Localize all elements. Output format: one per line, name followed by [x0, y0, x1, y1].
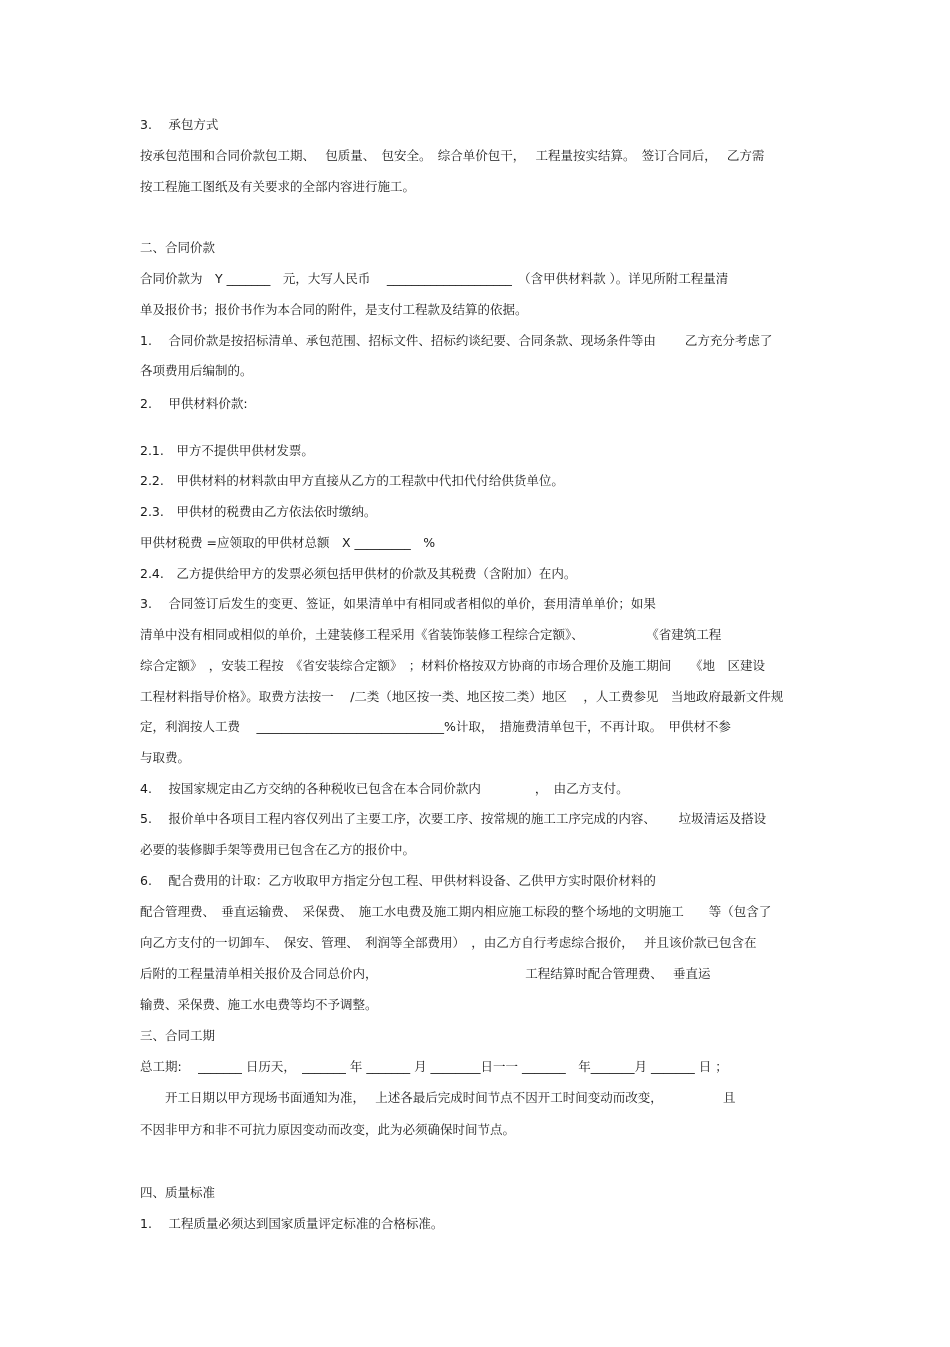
start-date-line-1: 开工日期以甲方现场书面通知为准， 上述各最后完成时间节点不因开工时间变动而改变， 且	[140, 1090, 736, 1105]
section-3-heading: 三、合同工期	[140, 1028, 216, 1043]
quality-item-1: 1. 工程质量必须达到国家质量评定标准的合格标准。	[140, 1216, 444, 1231]
tax-formula: 甲供材税费 =应领取的甲供材总额 X _________ %	[140, 535, 436, 550]
price-item-3-line-1: 3. 合同签订后发生的变更、签证，如果清单中有相同或者相似的单价，套用清单单价；如果	[140, 596, 656, 611]
price-item-2-1: 2.1. 甲方不提供甲供材发票。	[140, 443, 314, 458]
price-item-2-3: 2.3. 甲供材的税费由乙方依法依时缴纳。	[140, 504, 377, 519]
section-2-heading: 二、合同价款	[140, 240, 216, 255]
price-item-6-line-3: 向乙方支付的一切卸车、 保安、管理、 利润等全部费用） ，由乙方自行考虑综合报价， 并且该价款已包含在	[140, 935, 757, 950]
price-item-5-line-2: 必要的装修脚手架等费用已包含在乙方的报价中。	[140, 842, 416, 857]
contract-price-line-2: 单及报价书；报价书作为本合同的附件，是支付工程款及结算的依据。	[140, 302, 528, 317]
section-4-heading: 四、质量标准	[140, 1185, 216, 1200]
price-item-2-heading: 2. 甲供材料价款:	[140, 396, 248, 411]
price-item-3-line-5: 定，利润按人工费 ______________________________%计取， 措施费清单包干，不再计取。 甲供材不参	[140, 719, 731, 734]
price-item-4: 4. 按国家规定由乙方交纳的各种税收已包含在本合同价款内 ， 由乙方支付。	[140, 781, 629, 796]
price-item-2-2: 2.2. 甲供材料的材料款由甲方直接从乙方的工程款中代扣代付给供货单位。	[140, 473, 564, 488]
start-date-line-2: 不因非甲方和非不可抗力原因变动而改变，此为必须确保时间节点。	[140, 1122, 516, 1137]
clause-3-text-1: 按承包范围和合同价款包工期、 包质量、 包安全。 综合单价包干， 工程量按实结算。 签订合同后， 乙方需	[140, 148, 765, 163]
price-item-2-4: 2.4. 乙方提供给甲方的发票必须包括甲供材的价款及其税费（含附加）在内。	[140, 566, 577, 581]
clause-3-text-2: 按工程施工图纸及有关要求的全部内容进行施工。	[140, 179, 416, 194]
price-item-6-line-2: 配合管理费、 垂直运输费、 采保费、 施工水电费及施工期内相应施工标段的整个场地的文明施工 等（包含了	[140, 904, 772, 919]
price-item-1-line-1: 1. 合同价款是按招标清单、承包范围、招标文件、招标约谈纪要、合同条款、现场条件等由 乙方充分考虑了	[140, 333, 773, 348]
price-item-6-line-5: 输费、采保费、施工水电费等均不予调整。	[140, 997, 378, 1012]
price-item-5-line-1: 5. 报价单中各项目工程内容仅列出了主要工序，次要工序、按常规的施工工序完成的内容、 垃圾清运及搭设	[140, 811, 767, 826]
price-item-6-line-1: 6. 配合费用的计取：乙方收取甲方指定分包工程、甲供材料设备、乙供甲方实时限价材料的	[140, 873, 656, 888]
price-item-6-line-4: 后附的工程量清单相关报价及合同总价内， 工程结算时配合管理费、 垂直运	[140, 966, 711, 981]
total-period-line: 总工期: _______ 日历天， _______ 年 _______ 月 ________日一一 _______ 年_______月 _______ 日 ；	[140, 1059, 728, 1074]
contract-price-line-1: 合同价款为 Y _______ 元，大写人民币 ____________________ （含甲供材料款 ）。详见所附工程量清	[140, 271, 729, 286]
price-item-3-line-3: 综合定额》 ，安装工程按 《省安装综合定额》 ；材料价格按双方协商的市场合理价及施工期间 《地 区建设	[140, 658, 766, 673]
price-item-3-line-4: 工程材料指导价格》。取费方法按一 /二类（地区按一类、地区按二类）地区 ，人工费参见 当地政府最新文件规	[140, 689, 784, 704]
price-item-1-line-2: 各项费用后编制的。	[140, 363, 253, 378]
price-item-3-line-2: 清单中没有相同或相似的单价，土建装修工程采用《省装饰装修工程综合定额》、 《省建筑工程	[140, 627, 722, 642]
clause-3-heading: 3. 承包方式	[140, 117, 219, 132]
price-item-3-line-6: 与取费。	[140, 750, 191, 765]
